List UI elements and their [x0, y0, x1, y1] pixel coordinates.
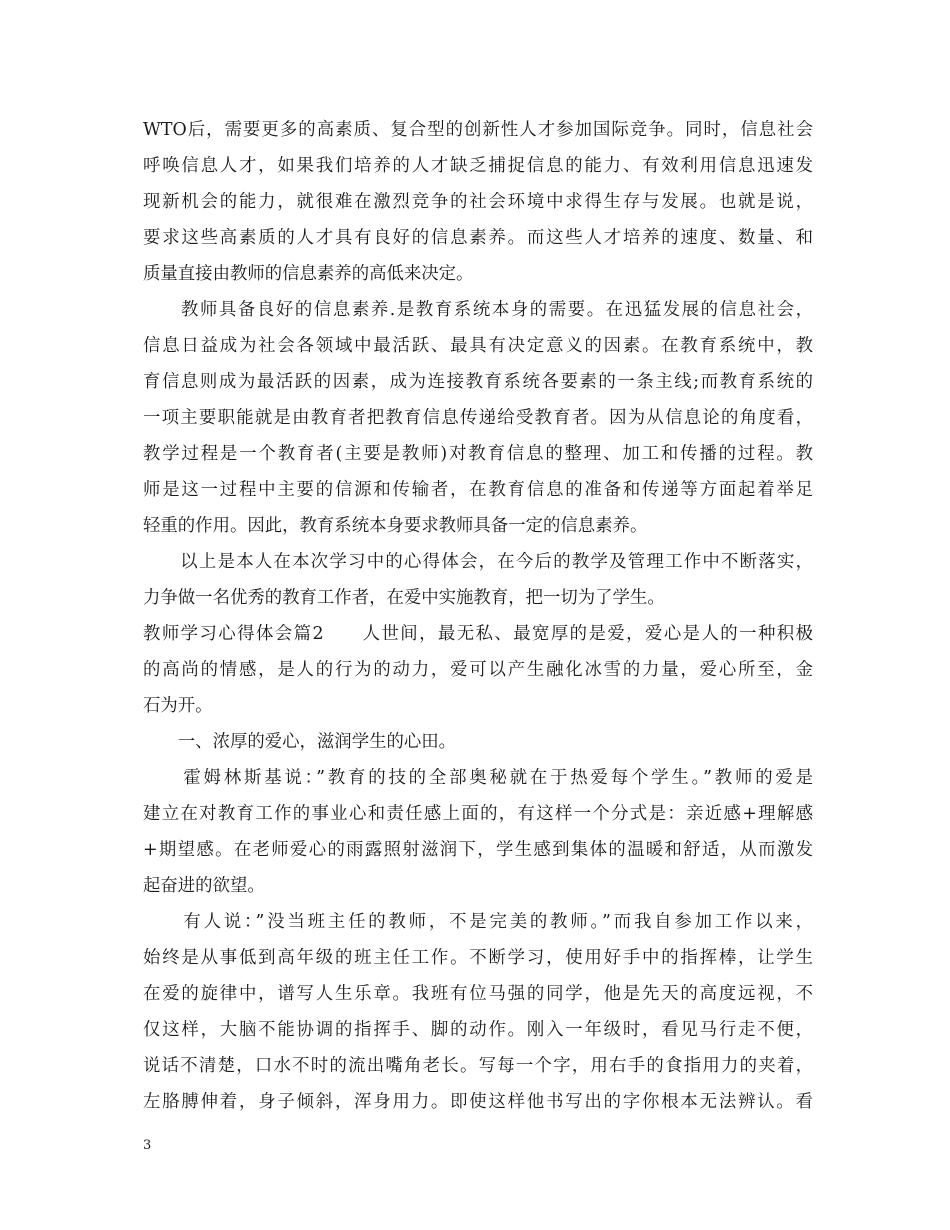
text-line: 有人说：”没当班主任的教师，不是完美的教师。”而我自参加工作以来， — [143, 912, 813, 932]
text-line: 轻重的作用。因此，教育系统本身要求教师具备一定的信息素养。 — [143, 516, 648, 536]
text-line: +期望感。在老师爱心的雨露照射滋润下，学生感到集体的温暖和舒适，从而激发 — [143, 840, 813, 860]
text-line: 要求这些高素质的人才具有良好的信息素养。而这些人才培养的速度、数量、和 — [143, 228, 813, 248]
text-line: 始终是从事低到高年级的班主任工作。不断学习，使用好手中的指挥棒，让学生 — [143, 948, 813, 968]
text-line: 教师具备良好的信息素养.是教育系统本身的需要。在迅猛发展的信息社会， — [143, 300, 813, 320]
text-line: 一项主要职能就是由教育者把教育信息传递给受教育者。因为从信息论的角度看， — [143, 408, 813, 428]
text-line: 石为开。 — [143, 696, 213, 716]
text-line: 起奋进的欲望。 — [143, 876, 265, 896]
text-line: 左胳膊伸着，身子倾斜，浑身用力。即使这样他书写出的字你根本无法辨认。看 — [143, 1092, 813, 1112]
text-line: 建立在对教育工作的事业心和责任感上面的，有这样一个分式是：亲近感+理解感 — [143, 804, 813, 824]
text-line: 说话不清楚，口水不时的流出嘴角老长。写每一个字，用右手的食指用力的夹着， — [143, 1056, 813, 1076]
text-line: 霍姆林斯基说：”教育的技的全部奥秘就在于热爱每个学生。”教师的爱是 — [143, 768, 813, 788]
text-line: 以上是本人在本次学习中的心得体会，在今后的教学及管理工作中不断落实， — [143, 552, 813, 572]
text-line: 现新机会的能力，就很难在激烈竞争的社会环境中求得生存与发展。也就是说， — [143, 192, 813, 212]
text-line: WTO后，需要更多的高素质、复合型的创新性人才参加国际竞争。同时，信息社会 — [143, 120, 813, 140]
text-line: 一、浓厚的爱心，滋润学生的心田。 — [143, 732, 457, 752]
text-line: 教师学习心得体会篇2 人世间，最无私、最宽厚的是爱，爱心是人的一种积极 — [143, 624, 813, 644]
text-line: 在爱的旋律中，谱写人生乐章。我班有位马强的同学，他是先天的高度远视，不 — [143, 984, 813, 1004]
text-line: 的高尚的情感，是人的行为的动力，爱可以产生融化冰雪的力量，爱心所至，金 — [143, 660, 813, 680]
text-line: 呼唤信息人才，如果我们培养的人才缺乏捕捉信息的能力、有效利用信息迅速发 — [143, 156, 813, 176]
text-line: 教学过程是一个教育者(主要是教师)对教育信息的整理、加工和传播的过程。教 — [143, 444, 813, 464]
text-line: 力争做一名优秀的教育工作者，在爱中实施教育，把一切为了学生。 — [143, 588, 665, 608]
page-number: 3 — [143, 1138, 152, 1153]
text-line: 信息日益成为社会各领域中最活跃、最具有决定意义的因素。在教育系统中，教 — [143, 336, 813, 356]
text-line: 育信息则成为最活跃的因素，成为连接教育系统各要素的一条主线;而教育系统的 — [143, 372, 813, 392]
text-line: 仅这样，大脑不能协调的指挥手、脚的动作。刚入一年级时，看见马行走不便， — [143, 1020, 813, 1040]
text-line: 质量直接由教师的信息素养的高低来决定。 — [143, 264, 474, 284]
text-line: 师是这一过程中主要的信源和传输者，在教育信息的准备和传递等方面起着举足 — [143, 480, 813, 500]
